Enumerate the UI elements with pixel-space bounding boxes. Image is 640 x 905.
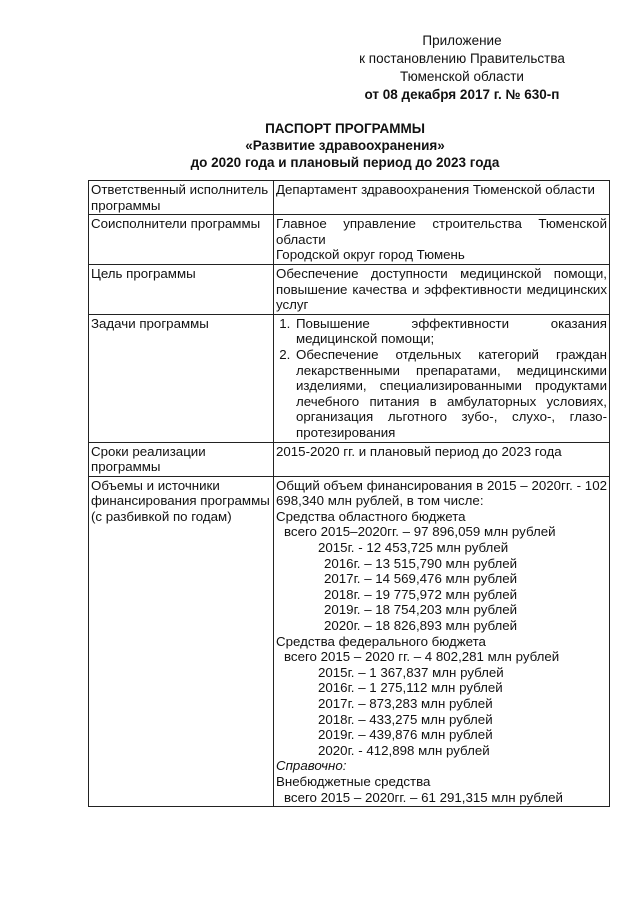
label-goal: Цель программы [89,264,274,314]
task-item-2: 2. Обеспечение отдельных категорий граждан лекарственными препаратами, медицинскими изделиями, специализированными продуктами лечебного питания в амбулаторных условиях, организация льготного зубо-, слухо-, глазо-протезирования [294,347,607,441]
regional-year-2018: 2018г. – 19 775,972 млн рублей [324,586,518,602]
federal-total: всего 2015 – 2020 гг. – 4 802,281 млн рублей [284,649,560,665]
value-goal: Обеспечение доступности медицинской помощи, повышение качества и эффективности медицинских услуг [274,264,610,314]
label-responsible: Ответственный исполнитель программы [89,181,274,215]
annex-line-1: Приложение [422,33,502,48]
row-coexecutors [89,215,610,265]
regional-title: Средства областного бюджета [276,508,466,524]
value-terms: 2015-2020 гг. и плановый период до 2023 года [274,442,610,476]
row-funding [89,476,610,806]
document-title [90,120,600,171]
federal-year-2017: 2017г. – 873,283 млн рублей [318,696,493,711]
tasks-list [276,316,607,441]
value-tasks [274,314,610,442]
regional-total: всего 2015–2020гг. – 97 896,059 млн рублей [284,524,556,540]
federal-year-2015: 2015г. – 1 367,837 млн рублей [318,664,504,680]
funding-total: Общий объем финансирования в 2015 – 2020гг. - 102 698,340 млн рублей, в том числе: [276,477,607,509]
regional-year-2015: 2015г. - 12 453,725 млн рублей [318,540,509,556]
label-funding: Объемы и источники финансирования программы (с разбивкой по годам) [89,476,274,806]
federal-year-2019: 2019г. – 439,876 млн рублей [318,727,493,743]
title-line-1: ПАСПОРТ ПРОГРАММЫ [265,121,425,136]
federal-year-2016: 2016г. – 1 275,112 млн рублей [318,680,503,696]
regional-year-2020: 2020г. – 18 826,893 млн рублей [324,618,518,634]
value-funding [274,476,610,806]
extra-budget-total: всего 2015 – 2020гг. – 61 291,315 млн рублей [284,789,563,805]
annex-line-4: от 08 декабря 2017 г. № 630-п [364,87,560,102]
title-line-3: до 2020 года и плановый период до 2023 года [190,155,500,170]
regional-year-2017: 2017г. – 14 569,476 млн рублей [324,571,518,587]
extra-budget-title: Внебюджетные средства [276,773,431,789]
row-goal [89,264,610,314]
annex-line-2: к постановлению Правительства [359,51,565,66]
row-responsible [89,181,610,215]
federal-title: Средства федерального бюджета [276,633,486,649]
label-tasks: Задачи программы [89,314,274,442]
regional-year-2016: 2016г. – 13 515,790 млн рублей [324,555,518,571]
label-terms: Сроки реализации программы [89,442,274,476]
regional-year-2019: 2019г. – 18 754,203 млн рублей [324,602,518,618]
federal-year-2018: 2018г. – 433,275 млн рублей [318,711,493,727]
task-item-1: 1. Повышение эффективности оказания медицинской помощи; [294,316,607,347]
title-line-2: «Развитие здравоохранения» [245,138,445,153]
coexecutor-1: Главное управление строительства Тюменской области [276,216,607,247]
row-terms [89,442,610,476]
annex-line-3: Тюменской области [400,69,524,84]
federal-year-2020: 2020г. - 412,898 млн рублей [318,742,490,758]
row-tasks [89,314,610,442]
passport-table [88,180,610,807]
annex-block [342,32,582,104]
value-responsible: Департамент здравоохранения Тюменской области [274,181,610,215]
value-coexecutors [274,215,610,265]
reference-label: Справочно: [276,758,347,774]
coexecutor-2: Городской округ город Тюмень [276,247,465,263]
label-coexecutors: Соисполнители программы [89,215,274,265]
